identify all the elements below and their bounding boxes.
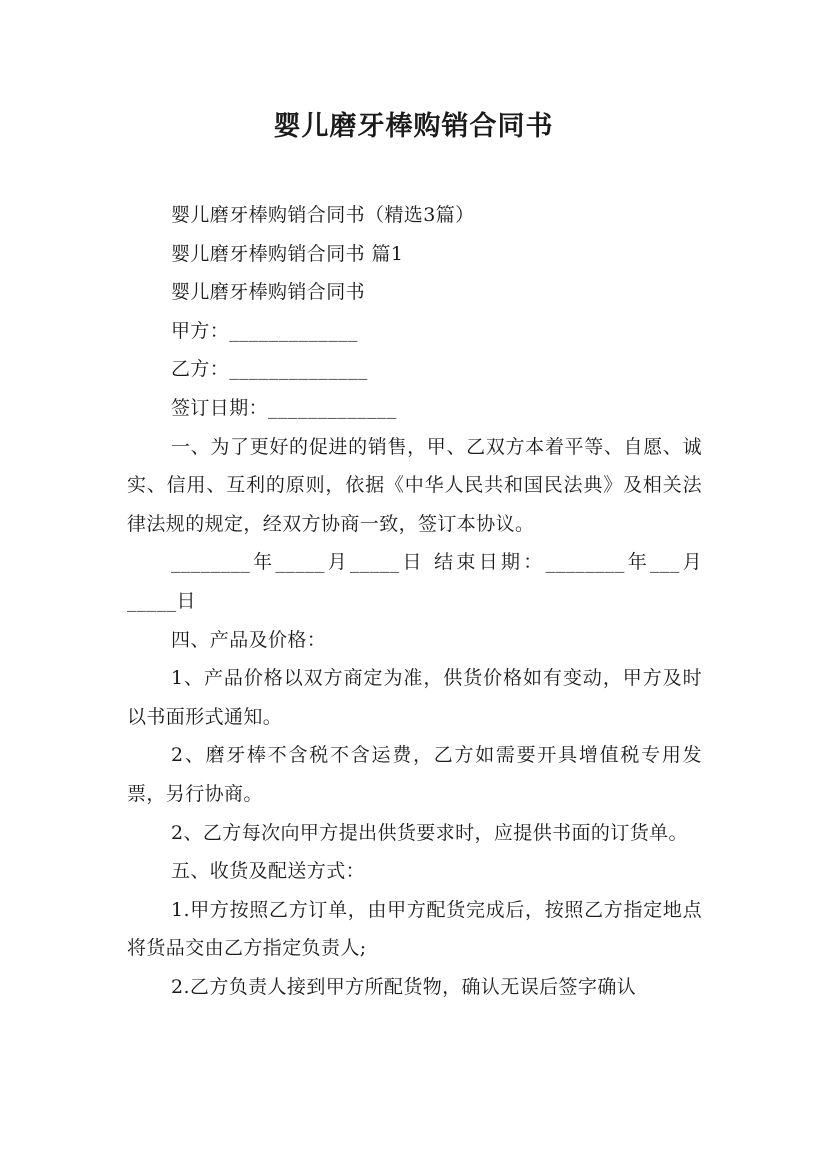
date-range-field: ________年_____月_____日 结束日期：________年___月_____日	[127, 551, 702, 612]
clause-4-2: 2、磨牙棒不含税不含运费，乙方如需要开具增值税专用发票，另行协商。	[127, 744, 702, 805]
section-heading: 婴儿磨牙棒购销合同书 篇1	[171, 242, 404, 265]
section-4-heading: 四、产品及价格：	[171, 628, 327, 651]
clause-5-1: 1.甲方按照乙方订单，由甲方配货完成后，按照乙方指定地点将货品交由乙方指定负责人;	[127, 898, 702, 960]
document-title: 婴儿磨牙棒购销合同书	[273, 111, 554, 142]
clause-5-2: 2.乙方负责人接到甲方所配货物，确认无误后签字确认	[171, 975, 637, 998]
party-a-field: 甲方：_____________	[171, 319, 358, 342]
clause-4-3: 2、乙方每次向甲方提出供货要求时，应提供书面的订货单。	[171, 821, 688, 844]
clause-4-1: 1、产品价格以双方商定为准，供货价格如有变动，甲方及时以书面形式通知。	[127, 667, 702, 728]
doc-subtitle: 婴儿磨牙棒购销合同书（精选3篇）	[171, 204, 475, 226]
signing-date-field: 签订日期：_____________	[171, 396, 397, 419]
clause-1: 一、为了更好的促进的销售，甲、乙双方本着平等、自愿、诚实、信用、互利的原则，依据《中华人民共和国民法典》及相关法律法规的规定，经双方协商一致，签订本协议。	[127, 435, 702, 535]
section-5-heading: 五、收货及配送方式：	[171, 860, 366, 883]
contract-name: 婴儿磨牙棒购销合同书	[171, 281, 366, 304]
party-b-field: 乙方：______________	[171, 358, 368, 381]
document-body	[127, 196, 702, 1006]
